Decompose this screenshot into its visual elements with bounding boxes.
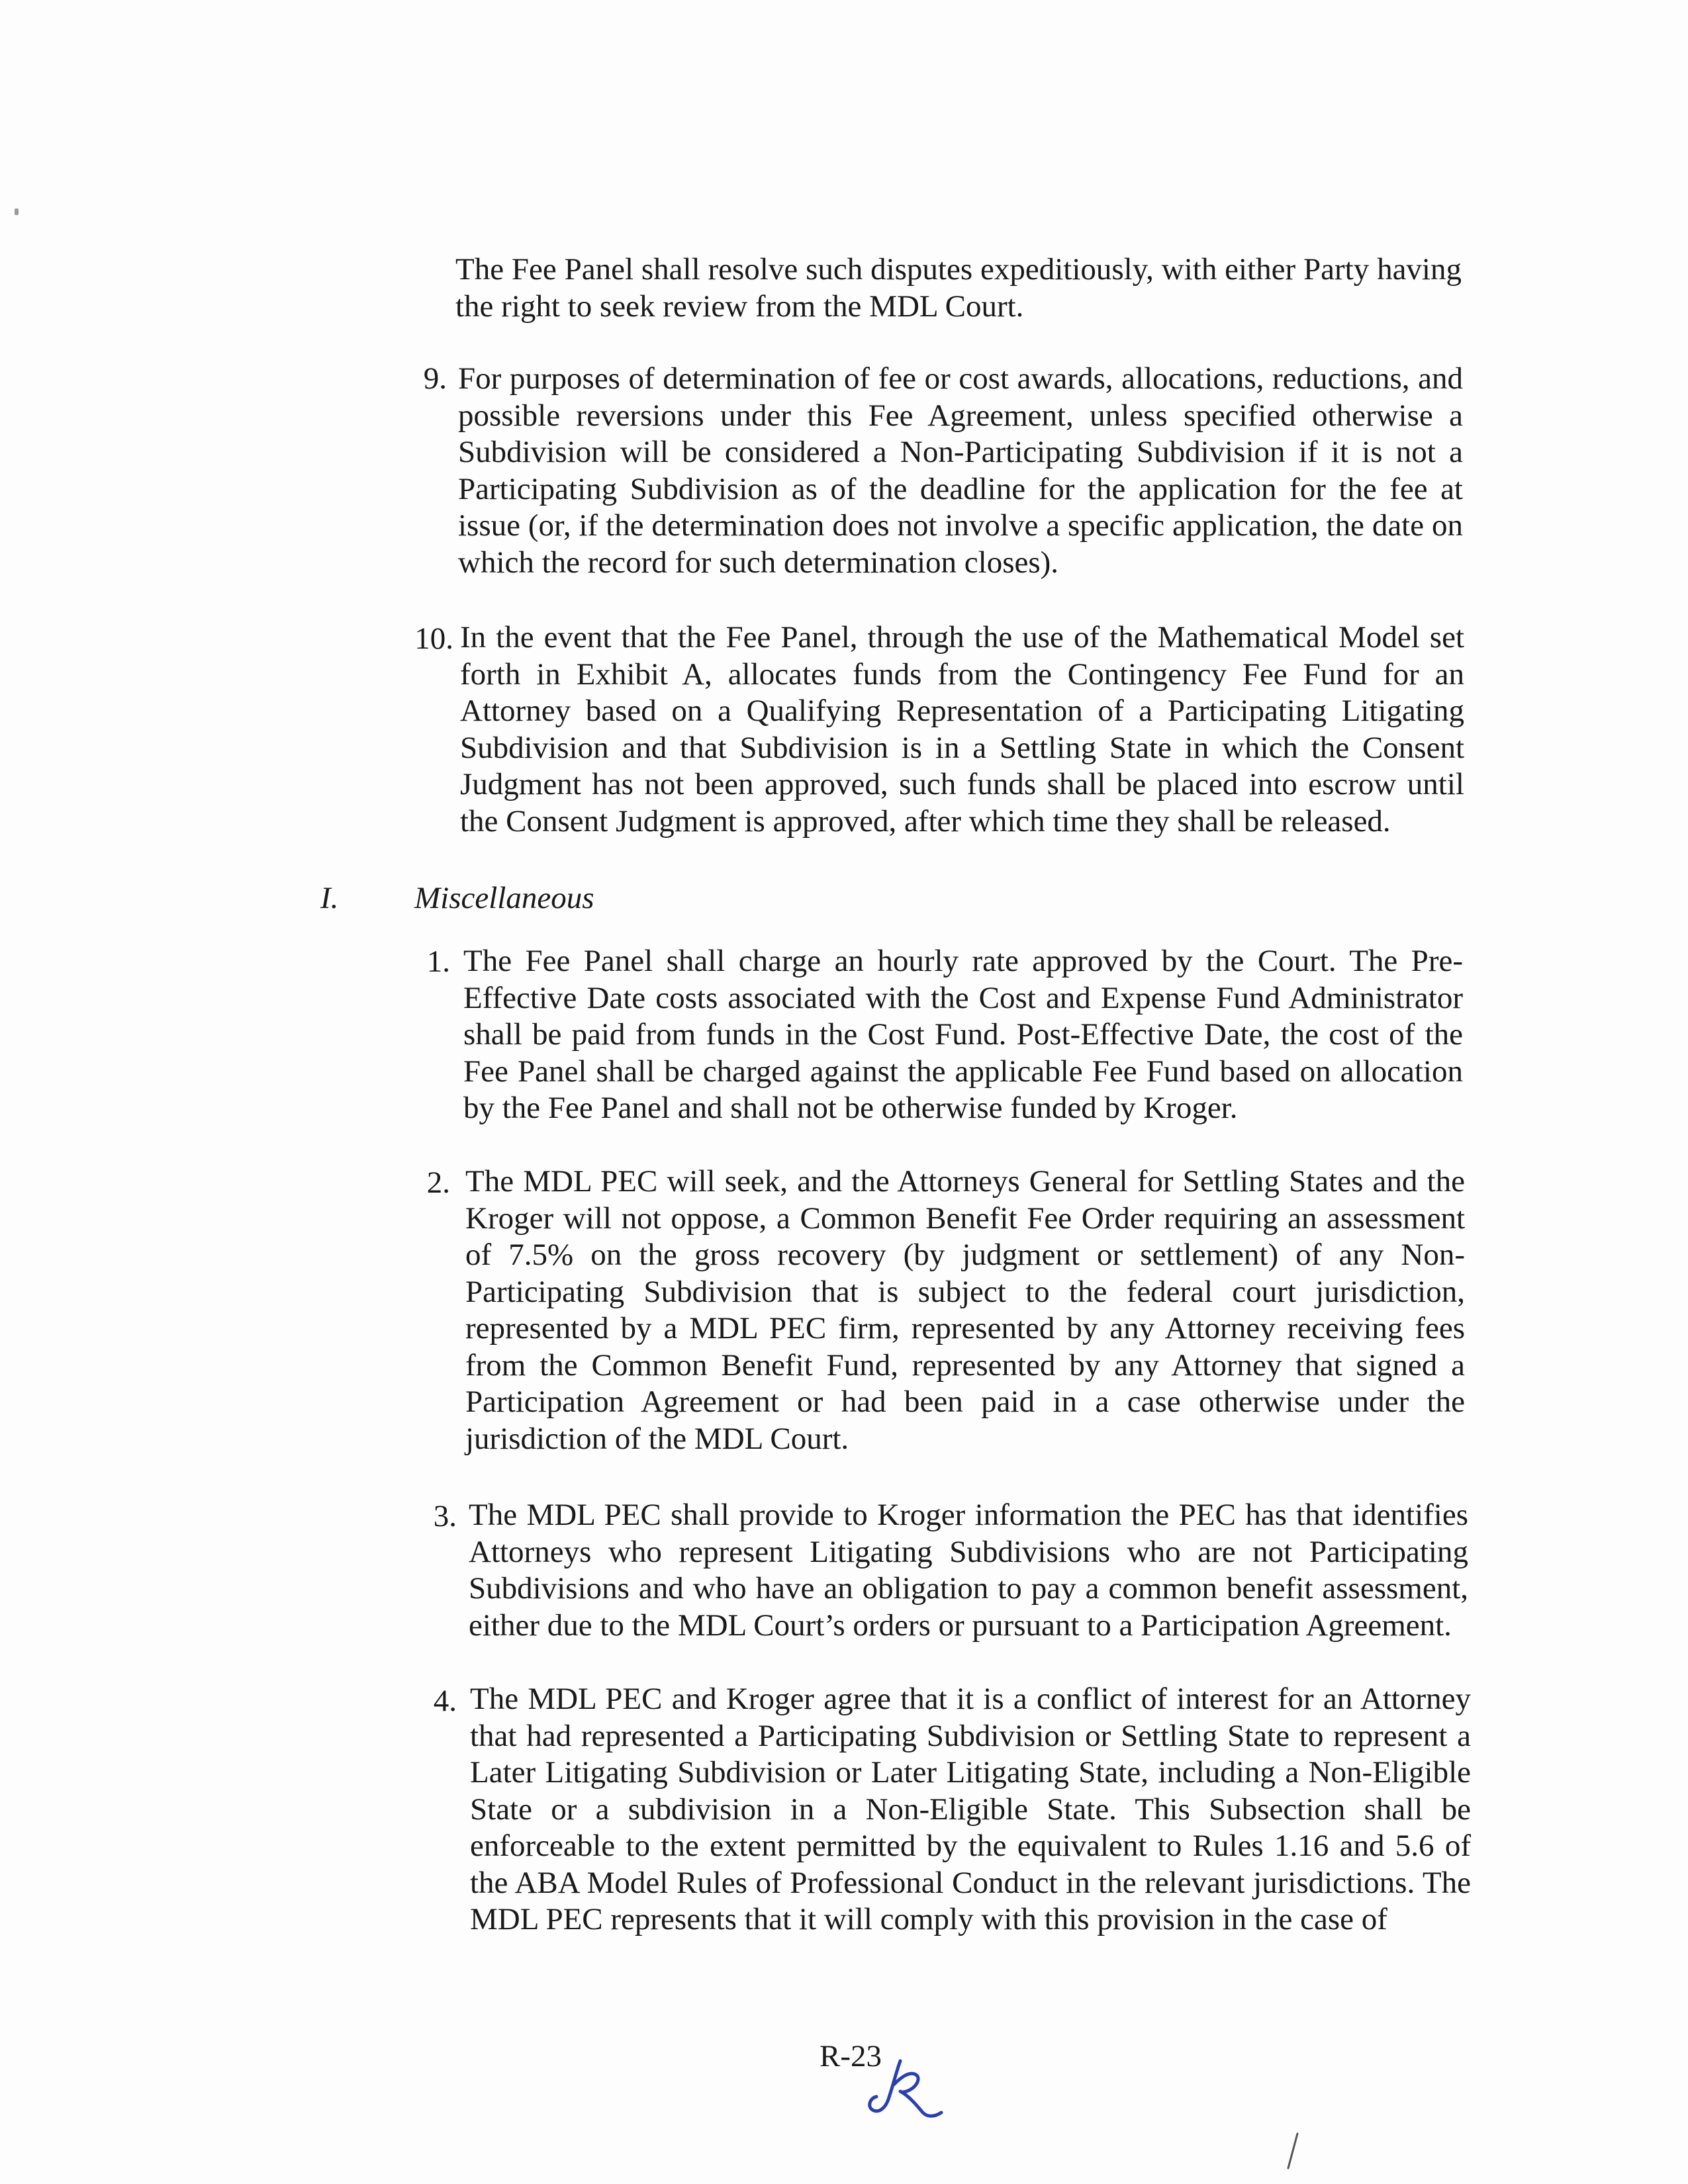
scan-speck	[15, 208, 19, 215]
section-letter: I.	[320, 881, 339, 915]
item-number: 1.	[426, 944, 450, 979]
item-number: 4.	[433, 1684, 457, 1718]
pen-mark	[1283, 2131, 1303, 2171]
item-text: The MDL PEC and Kroger agree that it is a conflict of interest for an Attorney that had represented a Participating Subdivision or Settling State to represent a Later Litigating Subdivision or Later Litigating State, including a Non-Eligible State or a subdivision in a Non-Eligible State. This Subsection shall be enforceable to the extent permitted by the equivalent to Rules 1.16 and 5.6 of the ABA Model Rules of Professional Conduct in the relevant jurisdictions. The MDL PEC represents that it will comply with this provision in the case of	[470, 1682, 1471, 1936]
item-number: 3.	[433, 1499, 457, 1533]
initials-signature	[862, 2052, 948, 2124]
continued-paragraph: The Fee Panel shall resolve such disputes expeditiously, with either Party having the right to seek review from the MDL Court.	[455, 252, 1462, 324]
item-number: 9.	[423, 361, 447, 396]
page-number: R-23	[820, 2039, 882, 2073]
item-number: 2.	[426, 1165, 450, 1200]
section-heading: Miscellaneous	[414, 881, 594, 915]
item-text: The MDL PEC will seek, and the Attorneys General for Settling States and the Kroger will not oppose, a Common Benefit Fee Order requiring an assessment of 7.5% on the gross recovery (by judgment or settlement) of any Non-Participating Subdivision that is subject to the federal court jurisdiction, represented by a MDL PEC firm, represented by any Attorney receiving fees from the Common Benefit Fund, represented by any Attorney that signed a Participation Agreement or had been paid in a case otherwise under the jurisdiction of the MDL Court.	[465, 1164, 1465, 1456]
item-number: 10.	[414, 621, 453, 656]
item-text: The MDL PEC shall provide to Kroger information the PEC has that identifies Attorneys who represent Litigating Subdivisions who are not Participating Subdivisions and who have an obligation to pay a common benefit assessment, either due to the MDL Court’s orders or pursuant to a Participation Agreement.	[469, 1498, 1468, 1643]
item-text: The Fee Panel shall charge an hourly rate approved by the Court. The Pre-Effective Date costs associated with the Cost and Expense Fund Administrator shall be paid from funds in the Cost Fund. Post-Effective Date, the cost of the Fee Panel shall be charged against the applicable Fee Fund based on allocation by the Fee Panel and shall not be otherwise funded by Kroger.	[463, 944, 1463, 1125]
item-text: For purposes of determination of fee or cost awards, allocations, reductions, and possible reversions under this Fee Agreement, unless specified otherwise a Subdivision will be considered a Non-Participating Subdivision if it is not a Participating Subdivision as of the deadline for the application for the fee at issue (or, if the determination does not involve a specific application, the date on which the record for such determination closes).	[458, 361, 1463, 580]
item-text: In the event that the Fee Panel, through the use of the Mathematical Model set forth in Exhibit A, allocates funds from the Contingency Fee Fund for an Attorney based on a Qualifying Representation of a Participating Litigating Subdivision and that Subdivision is in a Settling State in which the Consent Judgment has not been approved, such funds shall be placed into escrow until the Consent Judgment is approved, after which time they shall be released.	[460, 620, 1464, 839]
